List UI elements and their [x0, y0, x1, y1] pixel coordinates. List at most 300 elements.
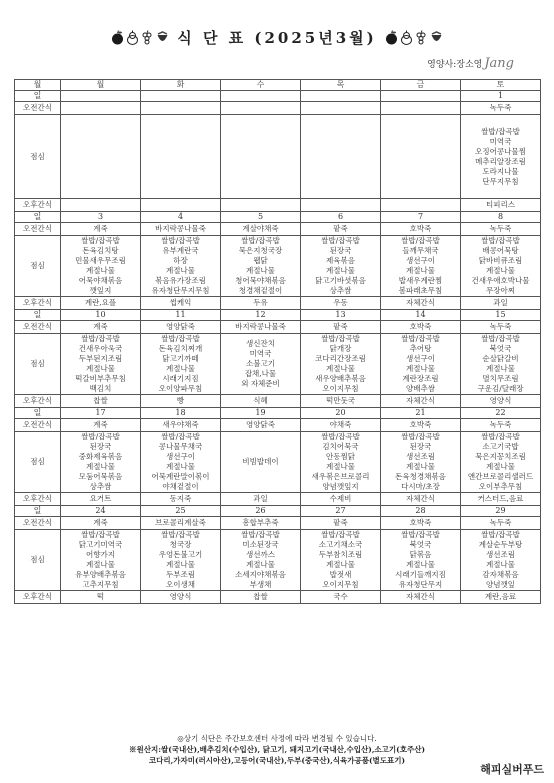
- menu-item: 쌀밥/잡곡밥: [161, 236, 200, 245]
- pm-snack-cell: 자체간식: [381, 297, 461, 310]
- lunch-cell: [221, 530, 301, 591]
- week-2-pm-row: [15, 297, 541, 310]
- menu-item: 중화제육볶음: [78, 452, 123, 461]
- menu-item: 쌀밥/잡곡밥: [401, 432, 440, 441]
- menu-item: 청국장: [169, 540, 192, 549]
- menu-item: 코다리간장조림: [315, 354, 366, 363]
- menu-item: 유부계란국: [162, 246, 199, 255]
- page-title: 식 단 표 (2025년3월): [177, 28, 377, 47]
- menu-item: 어묵계란말이볶이: [151, 472, 210, 481]
- menu-item: 된장국: [409, 442, 432, 451]
- menu-item: 미소된장국: [242, 540, 279, 549]
- menu-item: 새우볶은브로콜리: [311, 472, 370, 481]
- row-label: 점심: [15, 530, 61, 591]
- am-snack-cell: 녹두죽: [461, 102, 541, 115]
- menu-item: 돈육김치탕: [82, 246, 119, 255]
- menu-item: 쌀밥/잡곡밥: [161, 530, 200, 539]
- lunch-cell: [221, 432, 301, 493]
- pm-snack-cell: 두유: [221, 297, 301, 310]
- row-label: 일: [15, 212, 61, 223]
- menu-item: 어향가지: [86, 550, 115, 559]
- lunch-cell: [61, 432, 141, 493]
- am-snack-cell: 새우야채죽: [141, 419, 221, 432]
- day-number: 25: [141, 506, 221, 517]
- lunch-cell: [301, 236, 381, 297]
- lunch-cell: [461, 115, 541, 199]
- menu-item: 생신잔치: [246, 339, 275, 348]
- menu-item: 단무지무침: [482, 176, 519, 186]
- grape-icon: [141, 30, 154, 45]
- pm-snack-cell: 영양식: [461, 395, 541, 408]
- menu-item: 감자채볶음: [482, 570, 519, 579]
- menu-item: 건새우아욱국: [78, 344, 123, 353]
- day-number: 22: [461, 408, 541, 419]
- menu-item: 도라지나물: [482, 166, 519, 176]
- row-label: 오전간식: [15, 102, 61, 115]
- week-3-day-row: [15, 310, 541, 321]
- menu-item: 계절나물: [326, 462, 355, 471]
- lunch-cell: [381, 115, 461, 199]
- menu-item: 소불고기: [246, 359, 275, 368]
- weekday-header: 금: [381, 80, 461, 91]
- am-snack-cell: 팥죽: [301, 321, 381, 334]
- row-label: 점심: [15, 115, 61, 199]
- pear-icon: [400, 30, 413, 45]
- menu-item: 쌀밥/잡곡밥: [161, 334, 200, 343]
- pm-snack-cell: 커스터드,음료: [461, 493, 541, 506]
- week-4-lunch-row: [15, 432, 541, 493]
- menu-item: 배콩어묵탕: [482, 246, 519, 255]
- menu-item: 오이지무침: [322, 384, 359, 393]
- am-snack-cell: 영양닭죽: [221, 419, 301, 432]
- menu-item: 들깨무채국: [402, 246, 439, 255]
- day-number: 26: [221, 506, 301, 517]
- menu-item: 두부된지조림: [78, 354, 123, 363]
- lunch-cell: [141, 236, 221, 297]
- menu-item: 쌀밥/잡곡밥: [321, 530, 360, 539]
- row-label: 일: [15, 506, 61, 517]
- signature: Jang: [484, 56, 514, 71]
- day-number: 6: [301, 212, 381, 223]
- menu-item: 밥젓새: [329, 570, 352, 579]
- menu-item: 상추쌈: [89, 482, 112, 491]
- menu-item: 계절나물: [486, 560, 515, 569]
- pm-snack-cell: 식혜: [221, 395, 301, 408]
- menu-item: 계절나물: [326, 266, 355, 275]
- pm-snack-cell: 국수: [301, 591, 381, 604]
- menu-item: 닭고기까떼: [162, 354, 199, 363]
- menu-item: 오이지무침: [322, 580, 359, 589]
- week-3-pm-row: [15, 395, 541, 408]
- weekday-header: 목: [301, 80, 381, 91]
- menu-item: 소세지야채볶음: [235, 570, 286, 579]
- menu-item: 오이생채: [166, 580, 195, 589]
- menu-item: 우엉돈불고기: [158, 550, 203, 559]
- menu-item: 비빔밥데이: [242, 457, 279, 466]
- menu-item: 된장국: [329, 246, 352, 255]
- menu-item: 두부참치조림: [318, 550, 363, 559]
- menu-item: 계절나물: [86, 462, 115, 471]
- menu-item: 시래기들깨지짐: [395, 570, 446, 579]
- am-snack-cell: 녹두죽: [461, 223, 541, 236]
- am-snack-cell: 흥합부추죽: [221, 517, 301, 530]
- am-snack-cell: 계죽: [61, 321, 141, 334]
- week-5-lunch-row: [15, 530, 541, 591]
- week-1-am-row: [15, 102, 541, 115]
- day-number: 4: [141, 212, 221, 223]
- menu-item: 밥새우계란찜: [398, 276, 443, 285]
- day-number: 27: [301, 506, 381, 517]
- lunch-cell: [61, 115, 141, 199]
- menu-item: 계절나물: [406, 462, 435, 471]
- lunch-cell: [141, 432, 221, 493]
- day-number: 3: [61, 212, 141, 223]
- lunch-cell: [221, 115, 301, 199]
- week-4-pm-row: [15, 493, 541, 506]
- row-label: 일: [15, 91, 61, 102]
- menu-item: 생선까스: [246, 550, 275, 559]
- menu-item: 돈육청경채볶음: [395, 472, 446, 481]
- menu-item: 소고기국밥: [482, 442, 519, 451]
- menu-item: 양념깻잎: [486, 580, 515, 589]
- day-number: 8: [461, 212, 541, 223]
- menu-item: 시래기지짐: [162, 374, 199, 383]
- menu-item: 오징어콩나물찜: [475, 146, 526, 156]
- week-1-day-row: [15, 91, 541, 102]
- pm-snack-cell: 요거트: [61, 493, 141, 506]
- menu-item: 계절나물: [406, 364, 435, 373]
- am-snack-cell: [301, 102, 381, 115]
- lunch-cell: [381, 334, 461, 395]
- menu-item: 닭바비큐조림: [478, 256, 523, 265]
- day-number: 13: [301, 310, 381, 321]
- menu-item: 볶음유가장조림: [155, 276, 206, 285]
- day-number: 28: [381, 506, 461, 517]
- am-snack-cell: 팥죽: [301, 517, 381, 530]
- am-snack-cell: 계죽: [61, 517, 141, 530]
- menu-item: 쌀밥/잡곡밥: [241, 236, 280, 245]
- menu-item: 계절나물: [326, 560, 355, 569]
- day-number: [301, 91, 381, 102]
- day-number: 15: [461, 310, 541, 321]
- menu-item: 다시마/초장: [401, 482, 440, 491]
- day-number: 19: [221, 408, 301, 419]
- am-snack-cell: 계살야채죽: [221, 223, 301, 236]
- pm-snack-cell: 자체간식: [381, 395, 461, 408]
- row-label: 점심: [15, 432, 61, 493]
- row-label: 오후간식: [15, 493, 61, 506]
- menu-item: 고추지무침: [82, 580, 119, 589]
- strawberry-icon: [156, 30, 169, 45]
- weekday-header: 월: [61, 80, 141, 91]
- menu-item: 닭개장: [329, 344, 352, 353]
- menu-item: 부생채: [249, 580, 272, 589]
- menu-item: 계절나물: [246, 560, 275, 569]
- menu-item: 계절나물: [166, 364, 195, 373]
- lunch-cell: [221, 334, 301, 395]
- week-2-day-row: [15, 212, 541, 223]
- menu-item: 두부조림: [166, 570, 195, 579]
- day-number: 5: [221, 212, 301, 223]
- menu-item: 구운김/달래장: [477, 384, 524, 393]
- pear-icon: [126, 30, 139, 45]
- menu-item: 계란장조림: [402, 374, 439, 383]
- menu-item: 쌀밥/잡곡밥: [321, 334, 360, 343]
- menu-item: 무장아찌: [486, 286, 515, 295]
- menu-item: 계절나물: [86, 266, 115, 275]
- lunch-cell: [61, 530, 141, 591]
- menu-item: 닭고기바셧볶음: [315, 276, 366, 285]
- menu-change-notice: ◎상기 식단은 주간보호센터 사정에 따라 변경될 수 있습니다.: [177, 734, 377, 743]
- day-number: 18: [141, 408, 221, 419]
- menu-item: 어묵야채볶음: [78, 276, 123, 285]
- menu-item: 북엇국: [489, 344, 512, 353]
- pm-snack-cell: 떡: [61, 591, 141, 604]
- lunch-cell: [301, 115, 381, 199]
- pm-snack-cell: [141, 199, 221, 212]
- pm-snack-cell: 과일: [461, 297, 541, 310]
- menu-item: 웹닭: [253, 256, 268, 265]
- row-label: 오전간식: [15, 419, 61, 432]
- day-number: 11: [141, 310, 221, 321]
- menu-item: 잡채,나물: [244, 369, 277, 378]
- menu-item: 김치어묵국: [322, 442, 359, 451]
- menu-item: 계절나물: [486, 266, 515, 275]
- lunch-cell: [381, 236, 461, 297]
- lunch-cell: [141, 530, 221, 591]
- menu-item: 안동찜닭: [326, 452, 355, 461]
- am-snack-cell: 호박죽: [381, 517, 461, 530]
- pm-snack-cell: 자체간식: [381, 591, 461, 604]
- menu-item: 쌀밥/잡곡밥: [401, 236, 440, 245]
- am-snack-cell: 녹두죽: [461, 419, 541, 432]
- menu-item: 양배추쌈: [406, 384, 435, 393]
- week-5-day-row: [15, 506, 541, 517]
- week-5-am-row: [15, 517, 541, 530]
- menu-body: [15, 91, 541, 604]
- am-snack-cell: 브로콜리계살죽: [141, 517, 221, 530]
- menu-table: [14, 79, 541, 604]
- day-number: 1: [461, 91, 541, 102]
- menu-item: 야채겉절이: [162, 482, 199, 491]
- menu-item: 계절나물: [406, 266, 435, 275]
- menu-item: 멸치무조림: [482, 374, 519, 383]
- row-label: 오후간식: [15, 297, 61, 310]
- menu-item: 외 자체준비: [241, 379, 280, 388]
- menu-item: 계절나물: [486, 364, 515, 373]
- week-1-pm-row: [15, 199, 541, 212]
- am-snack-cell: [221, 102, 301, 115]
- menu-item: 오이양파무침: [158, 384, 203, 393]
- weekday-header: 토: [461, 80, 541, 91]
- row-label: 일: [15, 408, 61, 419]
- menu-item: 계절나물: [486, 462, 515, 471]
- menu-item: 떡갈비부추무침: [75, 374, 126, 383]
- menu-item: 미역국: [249, 349, 272, 358]
- brand-logo: 해피실버푸드: [480, 763, 544, 776]
- menu-item: 메추리알장조림: [475, 156, 526, 166]
- menu-item: 모둠어묵볶음: [78, 472, 123, 481]
- menu-item: 돈육김치찌개: [158, 344, 203, 353]
- menu-item: 상추쌈: [329, 286, 352, 295]
- menu-item: 청어묵야채볶음: [235, 276, 286, 285]
- menu-item: 생선구이: [406, 256, 435, 265]
- pm-snack-cell: [61, 199, 141, 212]
- menu-item: 백김치: [89, 384, 112, 393]
- menu-item: 쌀밥/잡곡밥: [401, 530, 440, 539]
- lunch-cell: [461, 334, 541, 395]
- menu-item: 묵은지꽁치조림: [475, 452, 526, 461]
- menu-item: 건새우애호박나물: [471, 276, 530, 285]
- menu-item: 계살순두부탕: [478, 540, 523, 549]
- grape-icon: [415, 30, 428, 45]
- origin-line-2: 코다리,가자미(러시아산),고등어(국내산),두부(중국산),식육가공품(별도표기): [148, 756, 406, 765]
- lunch-cell: [301, 334, 381, 395]
- am-snack-cell: [381, 102, 461, 115]
- row-label: 일: [15, 310, 61, 321]
- menu-item: 계절나물: [86, 364, 115, 373]
- menu-item: 계절나물: [166, 560, 195, 569]
- menu-item: 양념깻잎지: [322, 482, 359, 491]
- lunch-cell: [141, 334, 221, 395]
- menu-item: 쌀밥/잡곡밥: [81, 432, 120, 441]
- day-number: 24: [61, 506, 141, 517]
- day-number: 21: [381, 408, 461, 419]
- menu-item: 계절나물: [166, 266, 195, 275]
- pm-snack-cell: 자체간식: [381, 493, 461, 506]
- menu-item: 쌀밥/잡곡밥: [321, 432, 360, 441]
- am-snack-cell: 호박죽: [381, 223, 461, 236]
- pm-snack-cell: 찹쌀: [61, 395, 141, 408]
- am-snack-cell: 바지락콩나물죽: [141, 223, 221, 236]
- pm-snack-cell: 빵: [141, 395, 221, 408]
- am-snack-cell: 호박죽: [381, 419, 461, 432]
- am-snack-cell: 녹두죽: [461, 517, 541, 530]
- weekday-header: 수: [221, 80, 301, 91]
- day-number: [381, 91, 461, 102]
- day-number: 10: [61, 310, 141, 321]
- menu-item: 쌀밥/잡곡밥: [161, 432, 200, 441]
- weekday-header-row: [15, 80, 541, 91]
- week-2-am-row: [15, 223, 541, 236]
- menu-item: 계절나물: [326, 364, 355, 373]
- day-number: 12: [221, 310, 301, 321]
- pm-snack-cell: 티피리스: [461, 199, 541, 212]
- pm-snack-cell: 우동: [301, 297, 381, 310]
- menu-item: 앤간브로콜리샐러드: [467, 472, 534, 481]
- week-2-lunch-row: [15, 236, 541, 297]
- menu-item: 민물새우무조림: [75, 256, 126, 265]
- pm-snack-cell: 계란,음료: [461, 591, 541, 604]
- week-3-am-row: [15, 321, 541, 334]
- week-1-lunch-row: [15, 115, 541, 199]
- lunch-cell: [461, 236, 541, 297]
- am-snack-cell: [61, 102, 141, 115]
- week-4-day-row: [15, 408, 541, 419]
- menu-item: 닭고기미역국: [78, 540, 123, 549]
- row-label: 점심: [15, 334, 61, 395]
- menu-item: 유자청단무지무침: [151, 286, 210, 295]
- footer-notes: [14, 733, 540, 766]
- menu-item: 하장: [173, 256, 188, 265]
- menu-item: 계절나물: [86, 560, 115, 569]
- menu-item: 봄파래초무침: [398, 286, 443, 295]
- menu-item: 계절나물: [166, 462, 195, 471]
- day-number: [221, 91, 301, 102]
- menu-item: 계절나물: [246, 266, 275, 275]
- menu-item: 청경채겉절이: [238, 286, 283, 295]
- am-snack-cell: 호박죽: [381, 321, 461, 334]
- pm-snack-cell: 떡만둣국: [301, 395, 381, 408]
- row-label: 오전간식: [15, 517, 61, 530]
- menu-item: 생선조림: [406, 452, 435, 461]
- am-snack-cell: 녹두죽: [461, 321, 541, 334]
- menu-item: 쌀밥/잡곡밥: [481, 236, 520, 245]
- menu-item: 묵은지청국장: [238, 246, 283, 255]
- row-label: 오후간식: [15, 591, 61, 604]
- menu-item: 유부양배추볶음: [75, 570, 126, 579]
- pm-snack-cell: 과일: [221, 493, 301, 506]
- lunch-cell: [461, 432, 541, 493]
- weekday-header: 화: [141, 80, 221, 91]
- day-number: [61, 91, 141, 102]
- apple-icon: [385, 30, 398, 45]
- nutritionist-credit: [427, 56, 514, 71]
- pm-snack-cell: 계란,요플: [61, 297, 141, 310]
- am-snack-cell: 야채죽: [301, 419, 381, 432]
- menu-item: 쌀밥/잡곡밥: [81, 334, 120, 343]
- lunch-cell: [381, 530, 461, 591]
- lunch-cell: [221, 236, 301, 297]
- pm-snack-cell: [221, 199, 301, 212]
- menu-item: 쌀밥/잡곡밥: [81, 530, 120, 539]
- menu-item: 오이부추무침: [478, 482, 523, 491]
- pm-snack-cell: [381, 199, 461, 212]
- menu-item: 쌀밥/잡곡밥: [321, 236, 360, 245]
- menu-item: 미역국: [489, 136, 512, 146]
- menu-item: 쌀밥/잡곡밥: [481, 432, 520, 441]
- lunch-cell: [301, 530, 381, 591]
- am-snack-cell: 영양닭죽: [141, 321, 221, 334]
- pm-snack-cell: 동지죽: [141, 493, 221, 506]
- pm-snack-cell: [301, 199, 381, 212]
- day-number: 17: [61, 408, 141, 419]
- title-bar: [0, 22, 554, 52]
- menu-item: 쌀밥/잡곡밥: [481, 334, 520, 343]
- day-number: 14: [381, 310, 461, 321]
- nutritionist-label: 영양사:장소영: [427, 60, 483, 70]
- pm-snack-cell: 썹케익: [141, 297, 221, 310]
- day-number: 29: [461, 506, 541, 517]
- menu-item: 쌀밥/잡곡밥: [81, 236, 120, 245]
- menu-item: 생선구이: [166, 452, 195, 461]
- menu-item: 콩나물무채국: [158, 442, 203, 451]
- lunch-cell: [381, 432, 461, 493]
- menu-item: 된장국: [89, 442, 112, 451]
- week-3-lunch-row: [15, 334, 541, 395]
- menu-item: 쌀밥/잡곡밥: [481, 126, 520, 136]
- row-label: 오후간식: [15, 199, 61, 212]
- row-label: 점심: [15, 236, 61, 297]
- menu-item: 추어탕: [409, 344, 432, 353]
- am-snack-cell: 바지락콩나물죽: [221, 321, 301, 334]
- day-number: 7: [381, 212, 461, 223]
- am-snack-cell: 계죽: [61, 419, 141, 432]
- menu-item: 쌀밥/잡곡밥: [401, 334, 440, 343]
- row-label: 오전간식: [15, 321, 61, 334]
- lunch-cell: [461, 530, 541, 591]
- menu-item: 새우양배추볶음: [315, 374, 366, 383]
